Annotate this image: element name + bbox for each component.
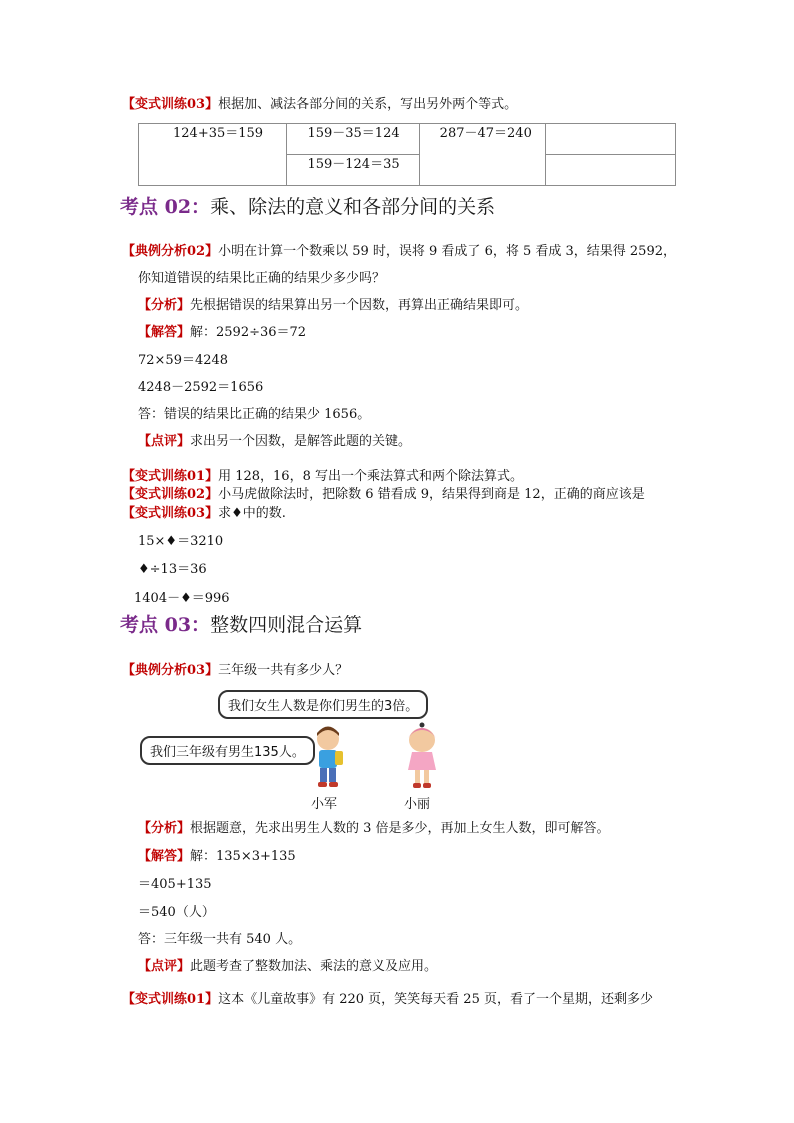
speech-bubble-girl: 我们女生人数是你们男生的3倍。	[218, 690, 428, 719]
calc-line: 72×59＝4248	[138, 353, 229, 368]
exercise-line	[122, 991, 653, 1009]
heading-title: 整数四则混合运算	[210, 614, 363, 636]
exercise-text: 用 128，16，8 写出一个乘法算式和两个除法算式。	[218, 469, 523, 484]
solution-line	[138, 324, 306, 342]
girl-figure-icon	[400, 722, 444, 790]
exercise-text: 这本《儿童故事》有 220 页，笑笑每天看 25 页，看了一个星期，还剩多少	[218, 992, 653, 1007]
example-question	[122, 243, 676, 261]
section-heading	[120, 195, 495, 219]
comment-text: 求出另一个因数，是解答此题的关键。	[190, 434, 412, 449]
boy-figure-icon	[306, 726, 350, 790]
exercise-tag: 【变式训练03】	[122, 506, 219, 521]
solution-text: 解：135×3+135	[190, 849, 296, 864]
analysis-text: 先根据错误的结果算出另一个因数，再算出正确结果即可。	[190, 298, 529, 313]
solution-line	[138, 848, 296, 866]
comment-tag: 【点评】	[138, 959, 191, 974]
speech-bubble-boy: 我们三年级有男生135人。	[140, 736, 315, 765]
comment-tag: 【点评】	[138, 434, 191, 449]
solution-tag: 【解答】	[138, 849, 191, 864]
heading-key: 考点 02：	[120, 196, 211, 218]
exercise-text: 求♦中的数.	[218, 506, 286, 521]
example-question	[122, 662, 348, 680]
question-line-2: 你知道错误的结果比正确的结果少多少吗？	[138, 271, 386, 286]
question-text: 三年级一共有多少人？	[218, 663, 349, 678]
exercise-line	[122, 468, 523, 486]
illustration	[138, 686, 448, 810]
exercise-line	[122, 486, 645, 504]
analysis-text: 根据题意，先求出男生人数的 3 倍是多少，再加上女生人数，即可解答。	[190, 821, 610, 836]
exercise-tag: 【变式训练01】	[122, 992, 219, 1007]
heading-key: 考点 03：	[120, 614, 211, 636]
analysis-tag: 【分析】	[138, 821, 191, 836]
section-heading	[120, 613, 362, 637]
analysis-line	[138, 297, 528, 315]
analysis-line	[138, 820, 610, 838]
solution-text: 解：2592÷36＝72	[190, 325, 307, 340]
exercise-tag: 【变式训练02】	[122, 487, 219, 502]
relation-table	[138, 123, 676, 186]
exercise-text: 小马虎做除法时，把除数 6 错看成 9，结果得到商是 12，正确的商应该是	[218, 487, 645, 502]
comment-line	[138, 958, 437, 976]
calc-line: ＝405+135	[138, 877, 212, 892]
table-cell: 159－35＝124	[287, 124, 419, 155]
exercise-tag: 【变式训练03】	[122, 97, 219, 112]
solution-tag: 【解答】	[138, 325, 191, 340]
comment-line	[138, 433, 411, 451]
equation-line: 1404－♦＝996	[134, 591, 230, 606]
exercise-text: 根据加、减法各部分间的关系，写出另外两个等式。	[218, 97, 518, 112]
analysis-tag: 【分析】	[138, 298, 191, 313]
answer-line: 答：三年级一共有 540 人。	[138, 932, 302, 947]
equation-line: ♦÷13＝36	[138, 562, 207, 577]
table-cell-empty	[545, 124, 675, 155]
caption-girl: 小丽	[404, 797, 431, 812]
example-tag: 【典例分析03】	[122, 663, 219, 678]
table-cell-empty	[545, 155, 675, 186]
example-tag: 【典例分析02】	[122, 244, 219, 259]
exercise-tag: 【变式训练01】	[122, 469, 219, 484]
comment-text: 此题考查了整数加法、乘法的意义及应用。	[190, 959, 438, 974]
caption-boy: 小军	[311, 797, 338, 812]
table-cell: 159－124＝35	[287, 155, 419, 186]
heading-title: 乘、除法的意义和各部分间的关系	[210, 196, 496, 218]
calc-line: 4248－2592＝1656	[138, 380, 264, 395]
equation-line: 15×♦＝3210	[138, 534, 224, 549]
calc-line: ＝540（人）	[138, 905, 215, 920]
question-text: 小明在计算一个数乘以 59 时，误将 9 看成了 6，将 5 看成 3，结果得 2592，	[218, 244, 676, 259]
table-cell: 287－47＝240	[419, 124, 545, 186]
table-cell: 124+35＝159	[139, 124, 287, 186]
exercise-line	[122, 96, 517, 114]
answer-line: 答：错误的结果比正确的结果少 1656。	[138, 407, 371, 422]
exercise-line	[122, 505, 286, 523]
